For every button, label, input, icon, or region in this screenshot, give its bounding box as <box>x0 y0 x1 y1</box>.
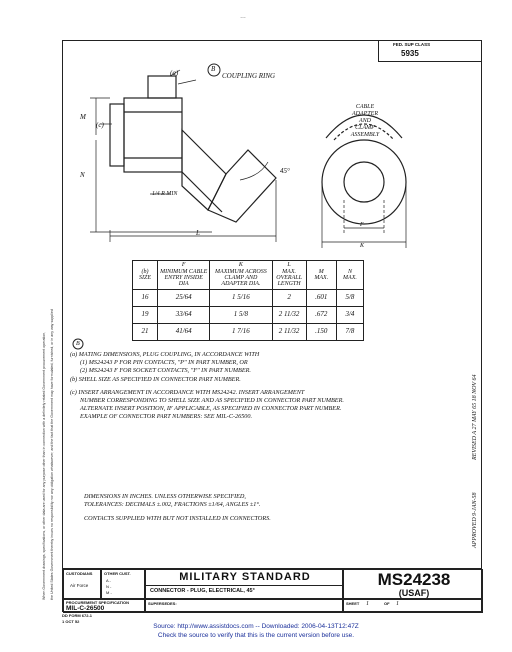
angled-tube <box>182 130 226 210</box>
fed-sup-class-label: FED. SUP CLASS <box>393 42 431 47</box>
cable-adapter-line: ADAPTER <box>352 111 378 117</box>
cell: .150 <box>306 324 336 341</box>
callout-a: (a) <box>170 69 179 77</box>
procurement-cell <box>63 599 145 613</box>
title-block <box>62 568 482 612</box>
of-label: OF <box>384 601 390 606</box>
other-cust-a: A - <box>106 578 111 583</box>
cell: 7/8 <box>336 324 363 341</box>
notes-callout: B <box>76 341 80 347</box>
header-m: M MAX. <box>306 261 336 290</box>
standard-title: MILITARY STANDARD <box>179 571 311 583</box>
procurement-label: PROCUREMENT SPECIFICATION <box>66 600 130 605</box>
number-cell <box>343 569 483 599</box>
cell: 21 <box>133 324 158 341</box>
title-divider <box>146 585 344 586</box>
callout-b: B <box>211 65 216 73</box>
cell: 3/4 <box>336 307 363 324</box>
other-cust-n: N - <box>106 584 112 589</box>
coupling-ring <box>148 76 176 98</box>
cell: 5/8 <box>336 290 363 307</box>
dim-k-label: K <box>360 243 365 249</box>
sheet-value: 1 <box>366 601 369 607</box>
cable-adapter-line: CLAMP <box>355 125 375 131</box>
of-value: 1 <box>396 601 399 607</box>
footer-check: Check the source to verify that this is the current version before use. <box>157 632 355 639</box>
revision-stamp: REVISED A 27 MAY 65 18 NOV 64 <box>472 374 478 460</box>
note-c3: ALTERNATE INSERT POSITION, IF APPLICABLE, AS SPECIFIED IN CONNECTOR PART NUMBER. <box>80 405 342 412</box>
form-date: 1 OCT 52 <box>62 619 80 624</box>
header-n: N MAX. <box>336 261 363 290</box>
callout-c: (c) <box>96 121 104 129</box>
standard-number: MS24238 <box>377 570 451 589</box>
title-cell <box>145 569 343 599</box>
footer-source: Source: http://www.assistdocs.com -- Downloaded: 2006-04-13T12:47Z <box>153 623 359 630</box>
dim-n-label: N <box>80 171 85 179</box>
other-cust-cell <box>101 569 145 599</box>
header-size: (b) SIZE <box>133 261 158 290</box>
header-l: L MAX. OVERALL LENGTH <box>272 261 306 290</box>
form-number: DD FORM 672-1 <box>62 613 93 618</box>
dim-m-label: M <box>80 113 86 121</box>
note-a1: (a) MATING DIMENSIONS, PLUG COUPLING, IN ACCORDANCE WITH <box>70 351 260 358</box>
coupling-ring-label: COUPLING RING <box>222 72 276 80</box>
plug-body <box>124 98 182 172</box>
dim-r-label: 1/4 R MIN <box>152 191 178 197</box>
cell: 2 <box>272 290 306 307</box>
sheet-cell <box>343 599 483 613</box>
cable-adapter-label <box>344 104 386 139</box>
standard-agency: (USAF) <box>398 588 430 598</box>
cell: 25/64 <box>158 290 210 307</box>
cable-adapter-line: CABLE <box>355 104 375 110</box>
sheet-label: SHEET <box>346 601 360 606</box>
cable-adapter-line: ASSEMBLY <box>350 132 380 138</box>
note-b: (b) SHELL SIZE AS SPECIFIED IN CONNECTOR PART NUMBER. <box>70 376 241 383</box>
cell: 2 11/32 <box>272 324 306 341</box>
cable-adapter-line: AND <box>359 118 371 124</box>
note-c1: (c) INSERT ARRANGEMENT IN ACCORDANCE WITH MS24242. INSERT ARRANGEMENT <box>70 389 305 396</box>
header-k: K MAXIMUM ACROSS CLAMP AND ADAPTER DIA. <box>210 261 272 290</box>
cell: 2 11/32 <box>272 307 306 324</box>
cell: 33/64 <box>158 307 210 324</box>
note-contacts: CONTACTS SUPPLIED WITH BUT NOT INSTALLED IN CONNECTORS. <box>84 515 271 522</box>
cell: 16 <box>133 290 158 307</box>
cell: 19 <box>133 307 158 324</box>
custodians-label: CUSTODIANS <box>66 571 93 576</box>
note-a2: (1) MS24243 P FOR PIN CONTACTS, "P" IN PART NUMBER, OR <box>80 359 248 366</box>
cell: .601 <box>306 290 336 307</box>
table-row <box>133 290 364 307</box>
side-disclaimer-2: the United States Government thereby incurs no responsibility nor any obligation whatsoever; and the fact that the Government may have formulated, furnished, or in any way supplied <box>50 309 54 600</box>
dimensions-table <box>132 260 364 341</box>
cell: 41/64 <box>158 324 210 341</box>
table-row <box>133 324 364 341</box>
cell: .672 <box>306 307 336 324</box>
custodian-air-force: Air Force <box>70 583 89 588</box>
side-disclaimer-1: When Government drawings, specifications, or other data are used for any purpose other than in connection with a definitely related Government procurement operation, <box>42 331 46 600</box>
header-f: F MINIMUM CABLE ENTRY INSIDE DIA <box>158 261 210 290</box>
cell: 1 5/8 <box>210 307 272 324</box>
table-header-row <box>133 261 364 290</box>
note-c2: NUMBER CORRESPONDING TO SHELL SIZE AND AS SPECIFIED IN CONNECTOR PART NUMBER. <box>80 397 344 404</box>
fed-sup-class-value: 5935 <box>401 49 419 58</box>
page-mark: … <box>240 14 246 20</box>
other-cust-m: M - <box>106 590 112 595</box>
note-c4: EXAMPLE OF CONNECTOR PART NUMBERS: SEE MIL-C-26500. <box>80 413 253 420</box>
approved-stamp: APPROVED 9-JAN-58 <box>472 492 478 548</box>
cell: 1 5/16 <box>210 290 272 307</box>
supersedes-label: SUPERSEDES: <box>148 601 177 606</box>
table-row <box>133 307 364 324</box>
cable-clamp <box>208 150 276 222</box>
note-tolerances: TOLERANCES: DECIMALS ±.002, FRACTIONS ±1/64, ANGLES ±1°. <box>84 501 261 508</box>
dim-f-label: F <box>360 222 364 228</box>
note-dimensions: DIMENSIONS IN INCHES. UNLESS OTHERWISE SPECIFIED, <box>84 493 246 500</box>
insert-face <box>110 104 124 166</box>
standard-subtitle: CONNECTOR - PLUG, ELECTRICAL, 45° <box>150 588 255 594</box>
note-a3: (2) MS24243 F FOR SOCKET CONTACTS, "F" IN PART NUMBER. <box>80 367 251 374</box>
angle-label: 45° <box>280 167 290 175</box>
procurement-value: MIL-C-26500 <box>66 605 105 612</box>
custodians-cell <box>63 569 101 599</box>
supersedes-cell <box>145 599 343 613</box>
cell: 1 7/16 <box>210 324 272 341</box>
dim-l-label: L <box>196 229 200 237</box>
other-cust-label: OTHER CUST. <box>104 571 131 576</box>
